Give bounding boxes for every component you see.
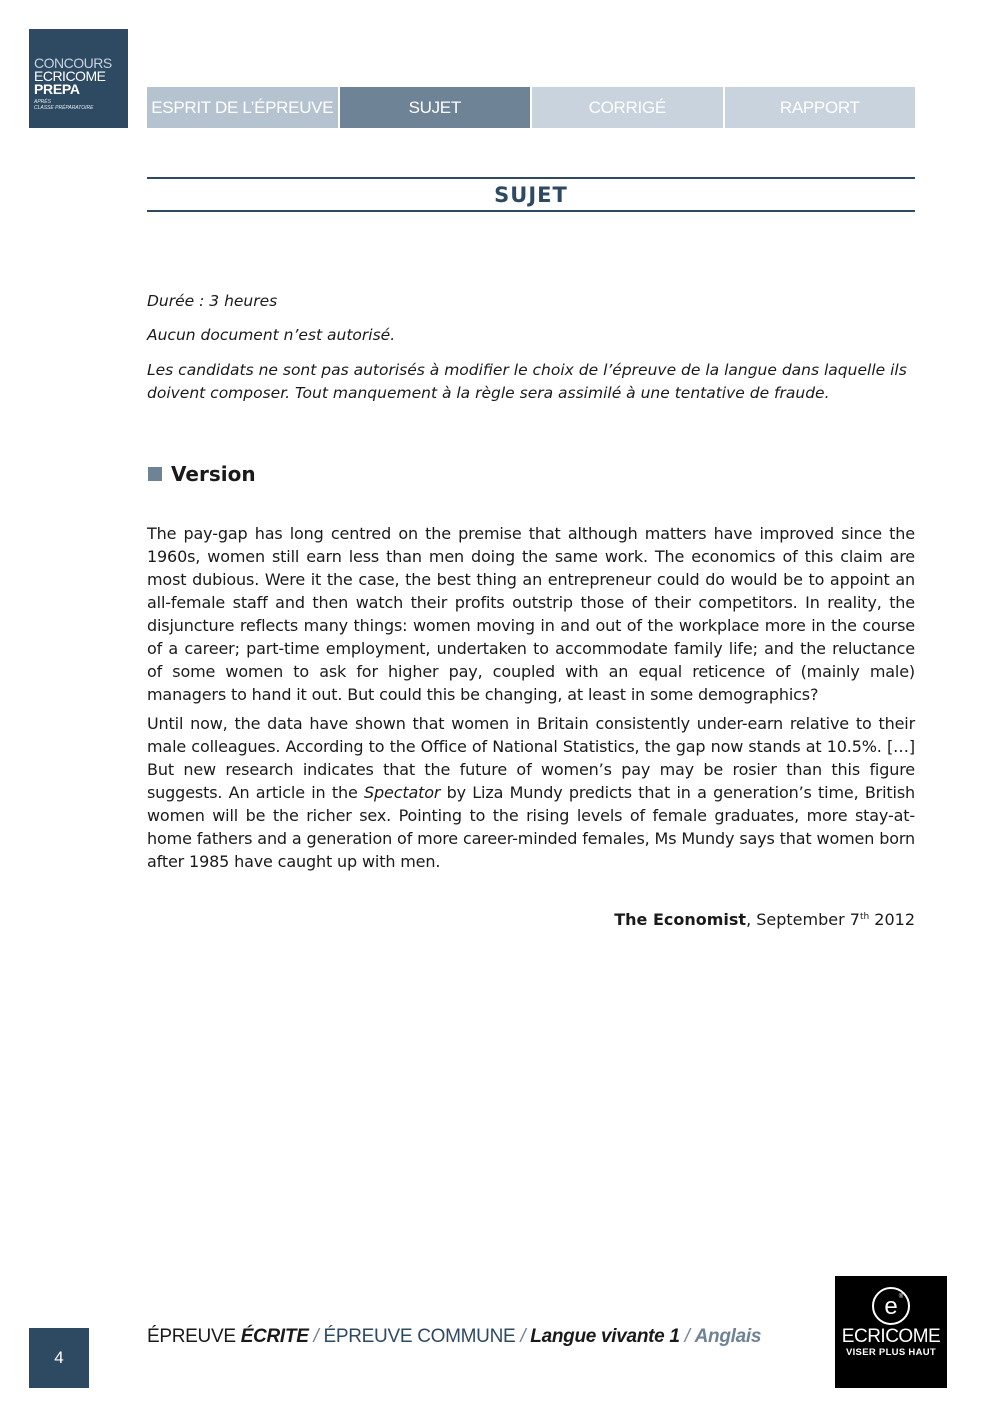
logo-line-apres [34,99,123,111]
footer-langue-vivante: Langue vivante 1 [530,1326,680,1347]
source-date-suffix: th [859,912,870,922]
paragraph2-spectator: Spectator [363,783,441,802]
ecricome-logo-name: ECRICOME [841,1326,941,1347]
paragraph2-text-end: by Liza Mundy predicts that in a generation’s time, British women will be the richer sex. Pointing to the rising levels of female graduates, more stay-at-home fathers and a generation of more career-minded females, Ms Mundy says that women born after 1985 have caught up with men. [147,783,915,871]
logo-line-concours: CONCOURS [34,55,112,71]
tab-sujet[interactable]: SUJET [340,87,531,128]
instruction-rule: Les candidats ne sont pas autorisés à modifier le choix de l’épreuve de la langue dans laquelle ils doivent composer. Tout manquement à la règle sera assimilé à une tentative de fraude. [147,361,907,402]
tab-rapport[interactable]: RAPPORT [725,87,916,128]
version-title: Version [171,462,256,486]
source-year: 2012 [869,910,915,929]
section-title: SUJET [494,182,568,207]
logo-classe-preparatoire: CLASSE PRÉPARATOIRE [34,105,94,111]
version-paragraph-2 [147,712,915,873]
version-paragraph-1: The pay-gap has long centred on the premise that although matters have improved since the 1960s, women still earn less than men doing the same work. The economics of this claim are most dubious. Were it the case, the best thing an entrepreneur could do would be to appoint an all-female staff and then watch their profits outstrip those of their competitors. In reality, the disjuncture reflects many things: women moving in and out of the workplace more in the course of a career; part-time employment, undertaken to accommodate family life; and the reluctance of some women to ask for higher pay, coupled with an equal reticence of (mainly male) managers to hand it out. But could this be changing, at least in some demographics? [147,524,915,704]
footer-anglais: Anglais [694,1326,762,1347]
paragraph2-text-start: Until now, the data have shown that women in Britain consistently under-earn relative to their male colleagues. According to the Office of National Statistics, the gap now stands at 10.5%. […] But new research indicates that the future of women’s pay may be rosier than this figure suggests. An article in the [147,714,915,802]
tab-corrige[interactable]: CORRIGÉ [532,87,723,128]
footer-ecrite: ÉCRITE [240,1326,309,1347]
ecricome-logo [835,1276,947,1388]
ecricome-e-mark-icon [871,1286,911,1326]
ecricome-logo-slogan: VISER PLUS HAUT [845,1347,936,1358]
footer-separator: / [308,1326,324,1347]
footer-separator-3: / [679,1326,695,1347]
section-heading [147,177,915,212]
instruction-no-documents: Aucun document n’est autorisé. [147,326,396,344]
source-citation [614,906,915,931]
svg-text:e: e [884,1293,898,1320]
footer-line [147,1326,761,1348]
footer-epreuve: ÉPREUVE [147,1326,241,1347]
source-publication: The Economist [614,910,747,929]
footer-separator-2: / [515,1326,531,1347]
logo-apres: APRÈS [34,99,51,105]
logo-line-ecricome: ECRICOME [34,68,106,84]
footer-epreuve-2: ÉPREUVE [323,1326,418,1347]
square-bullet-icon [148,467,162,481]
concours-ecricome-prepa-logo [29,29,128,128]
svg-text:®: ® [898,1294,904,1300]
source-date: , September 7 [746,910,860,929]
section-tabs [147,87,915,128]
logo-line-prepa: PREPA [34,81,80,97]
version-heading [148,462,256,486]
tab-esprit-de-l-epreuve[interactable]: ESPRIT DE L’ÉPREUVE [147,87,338,128]
page-number: 4 [29,1328,89,1388]
instruction-duration: Durée : 3 heures [147,292,278,310]
footer-commune: COMMUNE [417,1326,516,1347]
